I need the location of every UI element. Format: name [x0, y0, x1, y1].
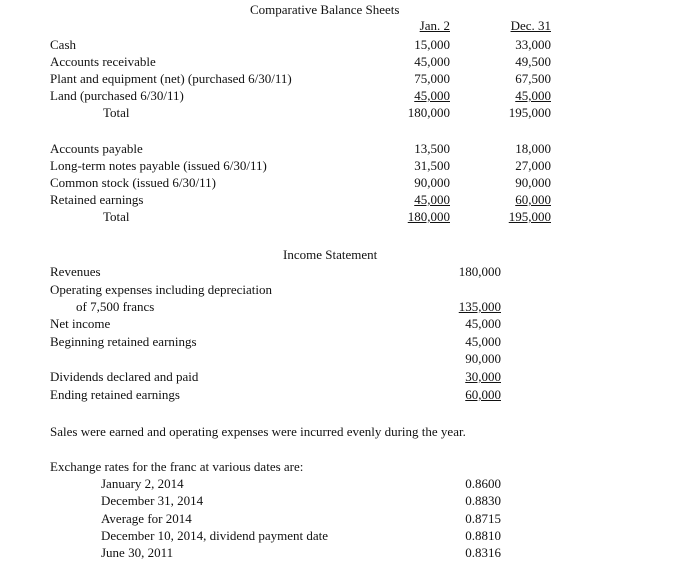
asset-dec-plant: 67,500	[515, 71, 551, 86]
revenues-label: Revenues	[50, 264, 101, 279]
rate-value-jan2: 0.8600	[465, 476, 501, 491]
ending-re-value: 60,000	[465, 387, 501, 402]
rate-value-dividend-date: 0.8810	[465, 528, 501, 543]
rate-value-jun30: 0.8316	[465, 545, 501, 560]
liab-dec-ap: 18,000	[515, 141, 551, 156]
liab-jan-stock: 90,000	[414, 175, 450, 190]
beginning-re-label: Beginning retained earnings	[50, 334, 197, 349]
asset-jan-ar: 45,000	[414, 54, 450, 69]
asset-label-land: Land (purchased 6/30/11)	[50, 88, 184, 103]
asset-label-plant: Plant and equipment (net) (purchased 6/30/11)	[50, 71, 292, 86]
dividends-label: Dividends declared and paid	[50, 369, 199, 384]
exchange-rates-intro: Exchange rates for the franc at various dates are:	[50, 459, 304, 474]
liab-label-re: Retained earnings	[50, 192, 144, 207]
dividends-value: 30,000	[465, 369, 501, 384]
col-header-dec: Dec. 31	[510, 18, 551, 33]
assets-total-jan: 180,000	[407, 105, 450, 120]
rate-label-jan2: January 2, 2014	[101, 476, 184, 491]
rate-label-jun30: June 30, 2011	[101, 545, 174, 560]
liab-jan-re: 45,000	[414, 192, 450, 207]
liabilities-total-label: Total	[103, 209, 130, 224]
balance-sheet-title: Comparative Balance Sheets	[250, 2, 400, 17]
rate-value-dec31: 0.8830	[465, 493, 501, 508]
opex-label-line2: of 7,500 francs	[76, 299, 155, 314]
asset-label-cash: Cash	[50, 37, 76, 52]
revenues-value: 180,000	[458, 264, 501, 279]
opex-label-line1: Operating expenses including depreciation	[50, 282, 273, 297]
col-header-jan: Jan. 2	[419, 18, 450, 33]
rate-label-dec31: December 31, 2014	[101, 493, 204, 508]
liab-jan-ap: 13,500	[414, 141, 450, 156]
assets-total-label: Total	[103, 105, 130, 120]
rate-value-average: 0.8715	[465, 511, 501, 526]
asset-label-ar: Accounts receivable	[50, 54, 156, 69]
liab-label-notes: Long-term notes payable (issued 6/30/11)	[50, 158, 267, 173]
beginning-re-value: 45,000	[465, 334, 501, 349]
rate-label-dividend-date: December 10, 2014, dividend payment date	[101, 528, 329, 543]
income-statement-title: Income Statement	[283, 247, 378, 262]
liab-dec-re: 60,000	[515, 192, 551, 207]
asset-dec-cash: 33,000	[515, 37, 551, 52]
rate-label-average: Average for 2014	[101, 511, 192, 526]
liabilities-total-jan: 180,000	[407, 209, 450, 224]
re-subtotal-value: 90,000	[465, 351, 501, 366]
liab-dec-stock: 90,000	[515, 175, 551, 190]
asset-jan-land: 45,000	[414, 88, 450, 103]
net-income-value: 45,000	[465, 316, 501, 331]
net-income-label: Net income	[50, 316, 111, 331]
liabilities-total-dec: 195,000	[508, 209, 551, 224]
ending-re-label: Ending retained earnings	[50, 387, 180, 402]
asset-jan-cash: 15,000	[414, 37, 450, 52]
asset-jan-plant: 75,000	[414, 71, 450, 86]
opex-value: 135,000	[458, 299, 501, 314]
liab-dec-notes: 27,000	[515, 158, 551, 173]
liab-label-ap: Accounts payable	[50, 141, 143, 156]
asset-dec-ar: 49,500	[515, 54, 551, 69]
liab-label-stock: Common stock (issued 6/30/11)	[50, 175, 216, 190]
liab-jan-notes: 31,500	[414, 158, 450, 173]
asset-dec-land: 45,000	[515, 88, 551, 103]
note-text: Sales were earned and operating expenses were incurred evenly during the year.	[50, 424, 466, 439]
assets-total-dec: 195,000	[508, 105, 551, 120]
